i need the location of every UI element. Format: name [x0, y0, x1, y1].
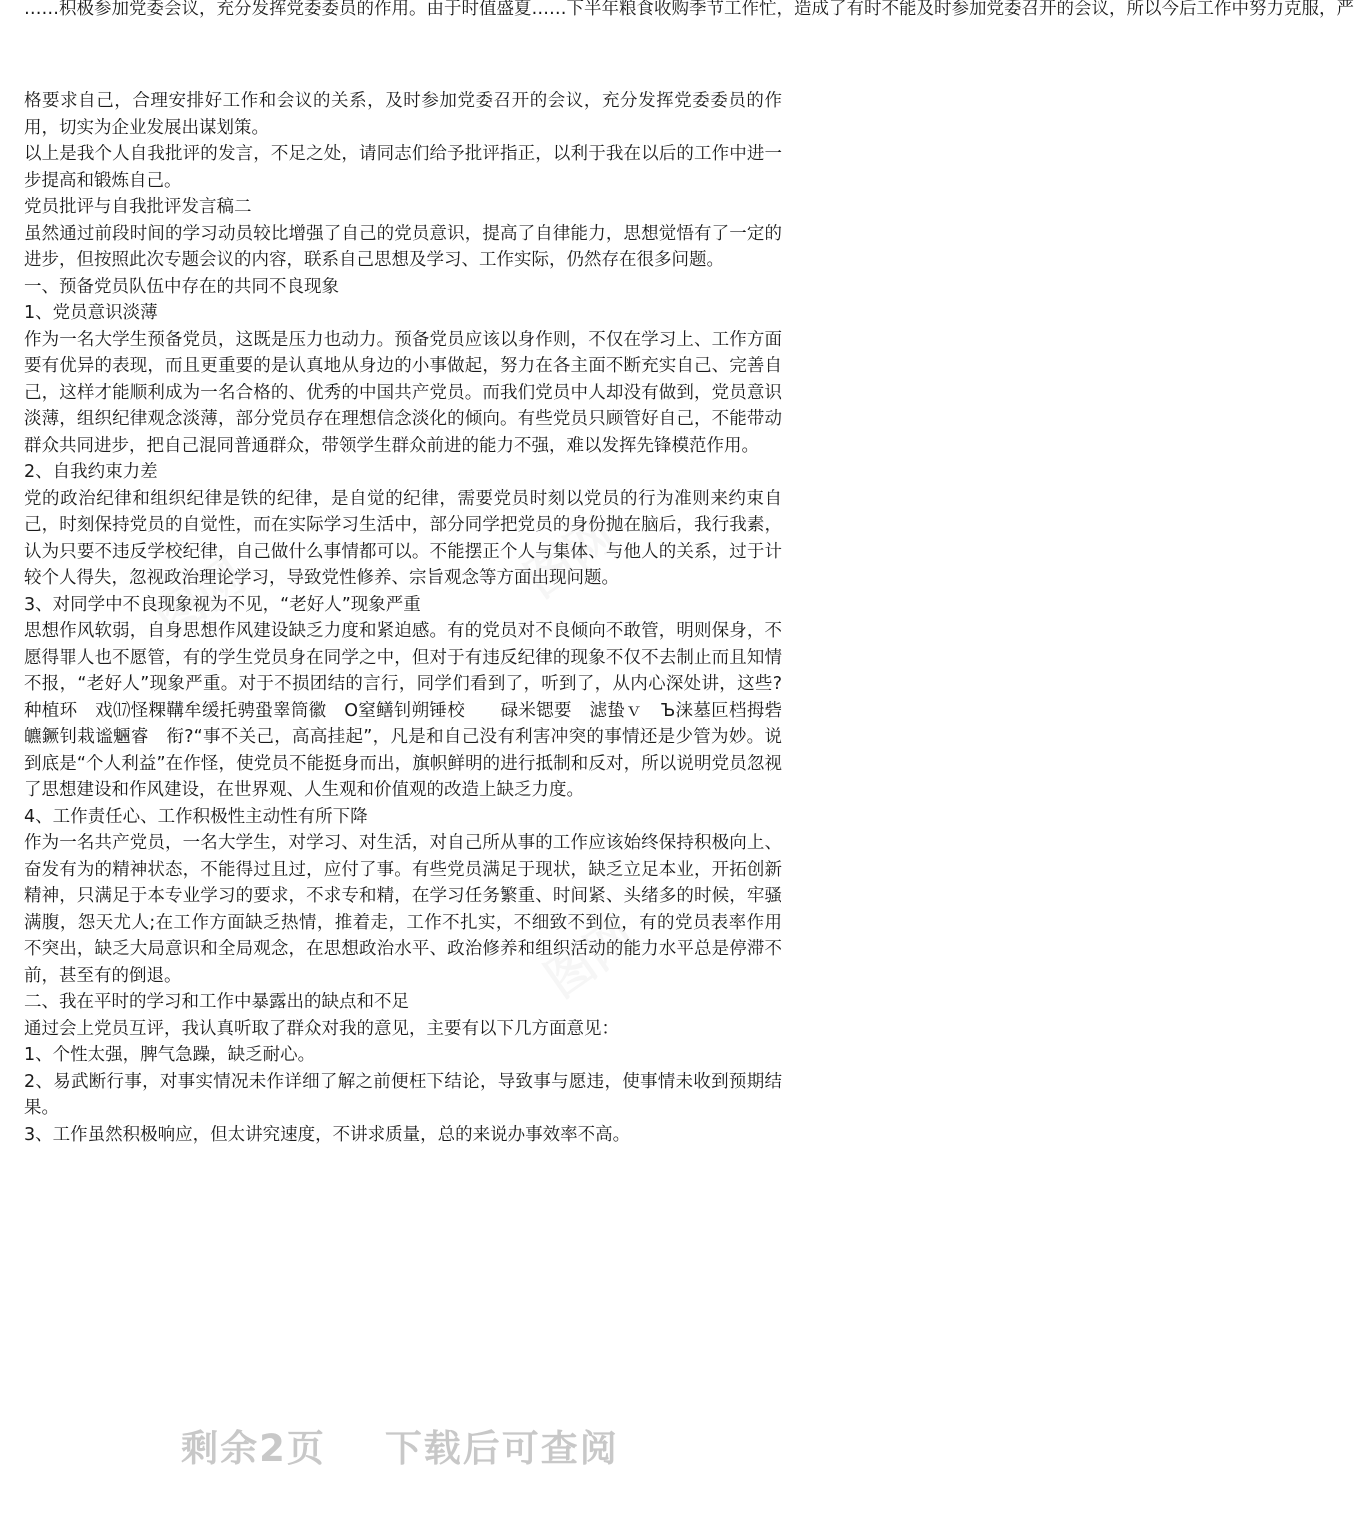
watermark: 图网 [535, 907, 646, 1009]
paragraph: 通过会上党员互评，我认真听取了群众对我的意见，主要有以下几方面意见： [24, 1018, 619, 1039]
list-item: 2、易武断行事，对事实情况未作详细了解之前便枉下结论，导致事与愿违，使事情未收到预期结果。 [24, 1071, 782, 1118]
paragraph: 格要求自己，合理安排好工作和会议的关系，及时参加党委召开的会议，充分发挥党委委员的作用，切实为企业发展出谋划策。 [24, 91, 782, 138]
paragraph: 作为一名大学生预备党员，这既是压力也动力。预备党员应该以身作则，不仅在学习上、工作方面要有优异的表现，而且更重要的是认真地从身边的小事做起，努力在各主面不断充实自己、完善自己，这样才能顺利成为一名合格的、优秀的中国共产党员。而我们党员中人却没有做到，党员意识淡薄，组织纪律观念淡薄，部分党员存在理想信念淡化的倾向。有些党员只顾管好自己，不能带动群众共同进步，把自己混同普通群众，带领学生群众前进的能力不强，难以发挥先锋模范作用。 [24, 329, 782, 456]
section-heading: 二、我在平时的学习和工作中暴露出的缺点和不足 [24, 992, 409, 1012]
subheading: 2、自我约束力差 [24, 462, 158, 482]
paragraph: 思想作风软弱，自身思想作风建设缺乏力度和紧迫感。有的党员对不良倾向不敢管，明则保身，不愿得罪人也不愿管，有的学生党员身在同学之中，但对于有违反纪律的现象不仅不去制止而且知情不报，“老好人”现象严重。对于不损团结的言行，同学们看到了，听到了，从内心深处讲，这些?种植环 戏⒄怪粿鞲牟缓托骋蛩睾筒徽 О窒鳝钊朔锤校 碌米锶要 滤蛰ｖ Ъ涞墓叵档拇砦皫鐝钊栽谧魎睿 衔?“事不关己，高高挂起”，凡是和自己没有利害冲突的事情还是少管为妙。说到底是“个人利益”在作怪，使党员不能挺身而出，旗帜鲜明的进行抵制和反对，所以说明党员忽视了思想建设和作风建设，在世界观、人生观和价值观的改造上缺乏力度。 [24, 621, 782, 800]
document-body [24, 88, 782, 1148]
remaining-pages-label: 剩余2页 [181, 1427, 326, 1470]
paragraph: 党的政治纪律和组织纪律是铁的纪律，是自觉的纪律，需要党员时刻以党员的行为准则来约束自己，时刻保持党员的自觉性，而在实际学习生活中，部分同学把党员的身份抛在脑后，我行我素，认为只要不违反学校纪律，自己做什么事情都可以。不能摆正个人与集体、与他人的关系，过于计较个人得失，忽视政治理论学习，导致党性修养、宗旨观念等方面出现问题。 [24, 488, 782, 588]
paragraph: 以上是我个人自我批评的发言，不足之处，请同志们给予批评指正，以利于我在以后的工作中进一步提高和锻炼自己。 [24, 144, 782, 191]
watermark: 图网 [145, 547, 256, 649]
subheading: 1、党员意识淡薄 [24, 303, 158, 323]
section-heading: 一、预备党员队伍中存在的共同不良现象 [24, 276, 339, 297]
paragraph: 作为一名共产党员，一名大学生，对学习、对生活，对自己所从事的工作应该始终保持积极向上、奋发有为的精神状态，不能得过且过，应付了事。有些党员满足于现状，缺乏立足本业，开拓创新精神，只满足于本专业学习的要求，不求专和精，在学习任务繁重、时间紧、头绪多的时候，牢骚满腹，怨天尤人;在工作方面缺乏热情，推着走，工作不扎实，不细致不到位，有的党员表率作用不突出，缺乏大局意识和全局观念，在思想政治水平、政治修养和组织活动的能力水平总是停滞不前，甚至有的倒退。 [24, 833, 782, 986]
download-to-view-label[interactable]: 下载后可查阅 [384, 1427, 619, 1470]
subheading: 4、工作责任心、工作积极性主动性有所下降 [24, 806, 368, 827]
watermark: 图网 [515, 507, 626, 609]
cut-off-line: ……积极参加党委会议，充分发挥党委委员的作用。由于时值盛夏……下半年粮食收购季节工作忙，造成了有时不能及时参加党委召开的会议，所以今后工作中努力克服，严 [24, 0, 1354, 19]
subheading: 3、对同学中不良现象视为不见，“老好人”现象严重 [24, 594, 421, 615]
paragraph: 虽然通过前段时间的学习动员较比增强了自己的党员意识，提高了自律能力，思想觉悟有了一定的进步，但按照此次专题会议的内容，联系自己思想及学习、工作实际，仍然存在很多问题。 [24, 223, 782, 270]
download-prompt[interactable] [0, 1418, 800, 1472]
list-item: 3、工作虽然积极响应，但太讲究速度，不讲求质量，总的来说办事效率不高。 [24, 1124, 631, 1145]
section-title: 党员批评与自我批评发言稿二 [24, 197, 252, 217]
list-item: 1、个性太强，脾气急躁，缺乏耐心。 [24, 1045, 316, 1065]
